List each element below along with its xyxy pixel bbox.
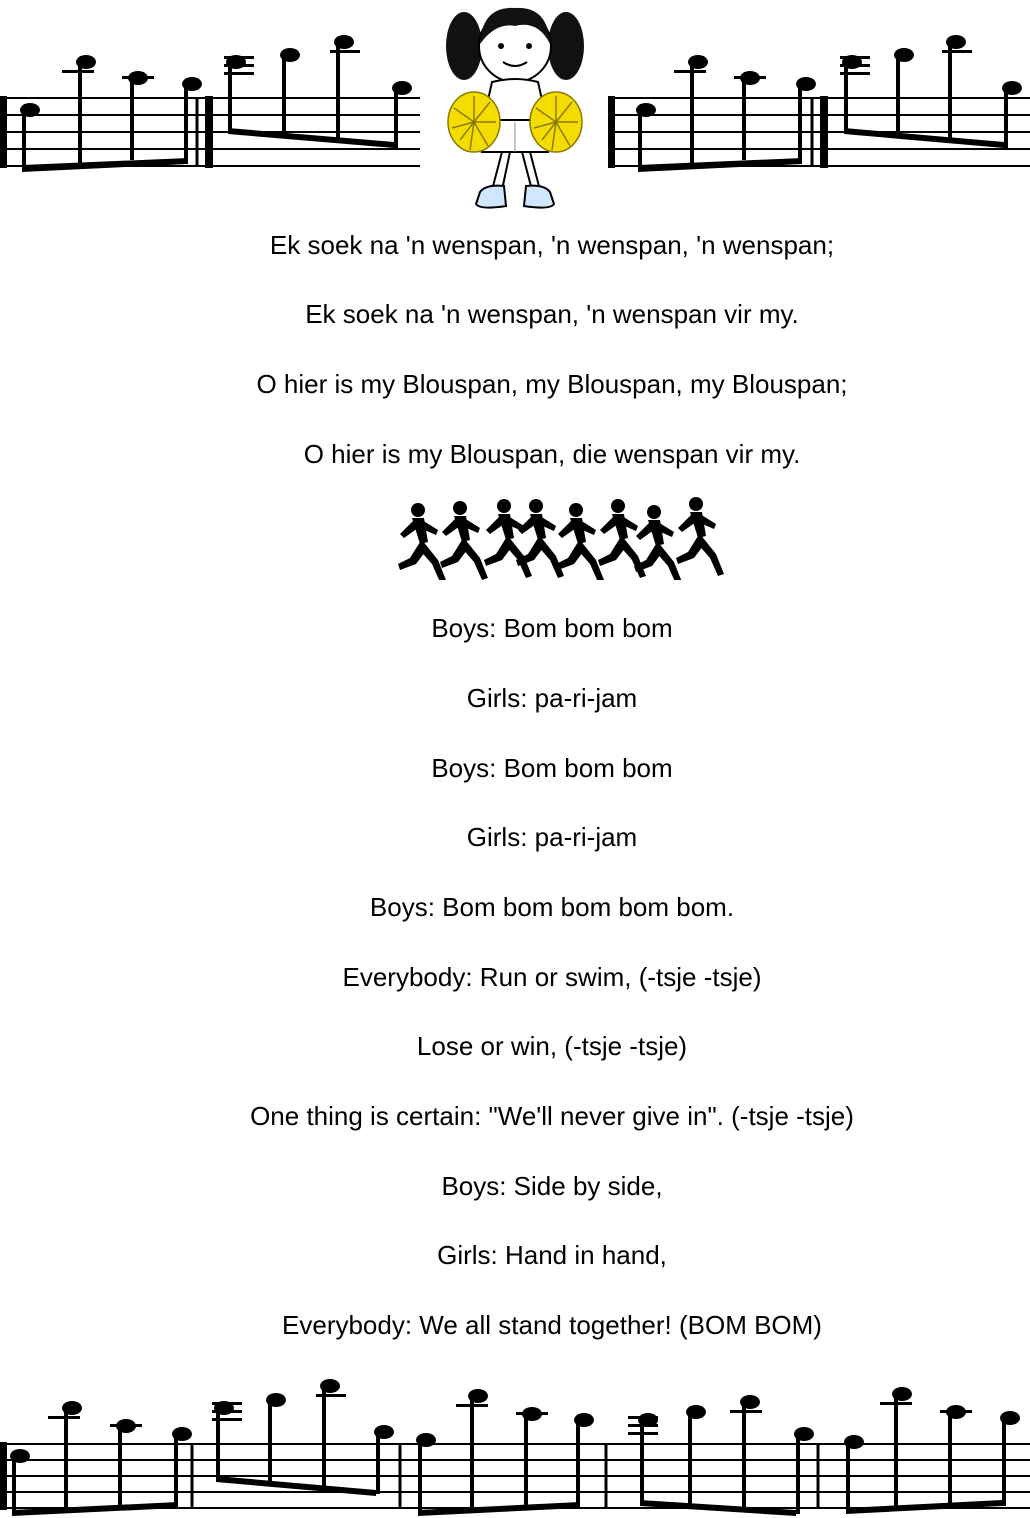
- shoe-right: [524, 186, 554, 208]
- lyric-line-15: Everybody: We all stand together! (BOM BOM): [282, 1310, 822, 1340]
- lyric-line-14: Girls: Hand in hand,: [437, 1240, 667, 1270]
- lyric-line-8: Girls: pa-ri-jam: [466, 822, 638, 852]
- lyric-line-3: O hier is my Blouspan, my Blouspan, my Blouspan;: [256, 369, 848, 399]
- shoe-left: [476, 186, 506, 208]
- lyric-line-13: Boys: Side by side,: [441, 1171, 663, 1201]
- hair-pigtail-right: [548, 12, 584, 80]
- lyric-line-7: Boys: Bom bom bom: [431, 753, 673, 783]
- lyric-line-10: Everybody: Run or swim, (-tsje -tsje): [342, 962, 762, 992]
- lyric-line-4: O hier is my Blouspan, die wenspan vir my.: [303, 439, 801, 469]
- hair-pigtail-left: [446, 12, 482, 80]
- lyric-line-5: Boys: Bom bom bom: [431, 613, 673, 643]
- lyric-line-11: Lose or win, (-tsje -tsje): [416, 1031, 688, 1061]
- sheet-music-bottom: [0, 1360, 1030, 1518]
- lyric-line-6: Girls: pa-ri-jam: [466, 683, 638, 713]
- pompom-left: [448, 92, 500, 152]
- lyric-line-2: Ek soek na 'n wenspan, 'n wenspan vir my.: [305, 299, 799, 329]
- cheerleader-illustration: [440, 0, 590, 215]
- running-team-illustration: [396, 494, 732, 580]
- lyric-line-1: Ek soek na 'n wenspan, 'n wenspan, 'n wenspan;: [269, 230, 835, 260]
- lyric-line-12: One thing is certain: "We'll never give in". (-tsje -tsje): [250, 1101, 854, 1131]
- lyric-line-9: Boys: Bom bom bom bom bom.: [369, 892, 735, 922]
- sheet-music-top-right: [608, 0, 1030, 180]
- sheet-music-top-left: [0, 0, 420, 180]
- pompom-right: [530, 92, 582, 152]
